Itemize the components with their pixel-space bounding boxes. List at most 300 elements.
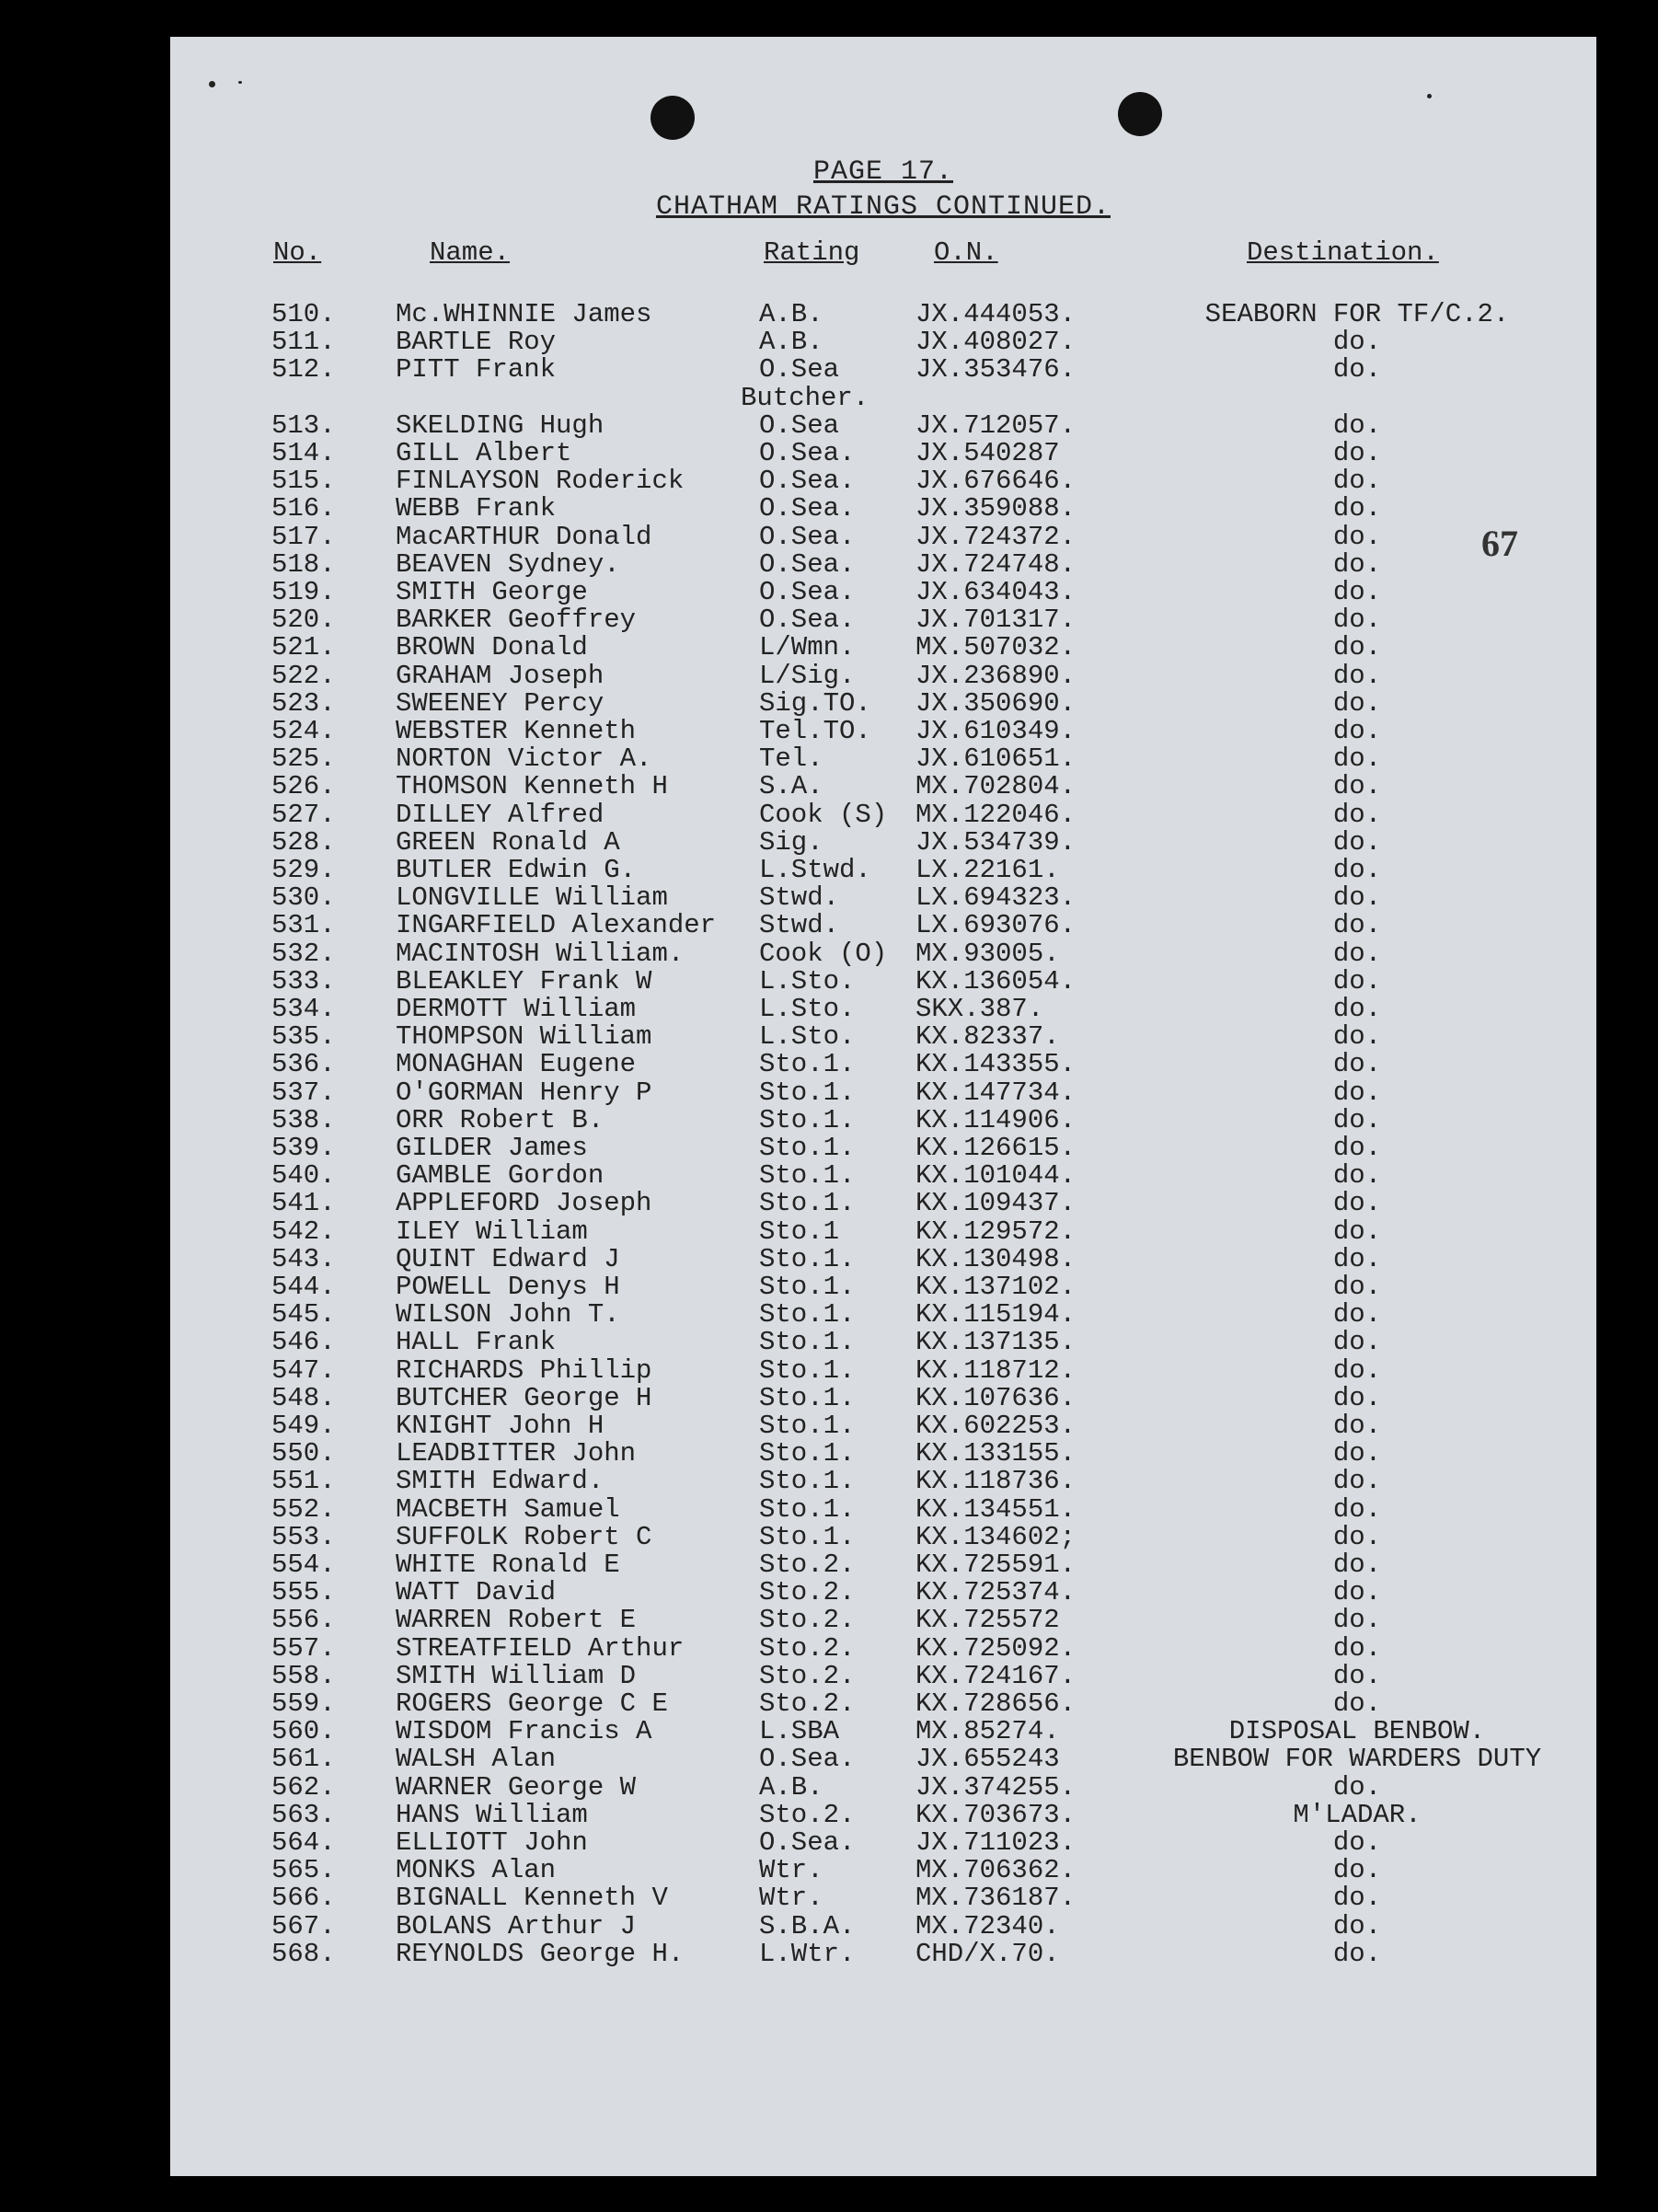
destination: do.	[1332, 1632, 1382, 1664]
table-row	[170, 1215, 1596, 1247]
row-number: 533.	[271, 965, 336, 997]
table-row	[170, 1577, 1596, 1608]
rating-name: LONGVILLE William	[396, 882, 668, 914]
official-number: KX.137102.	[915, 1272, 1077, 1302]
official-number: KX.137135.	[915, 1327, 1077, 1358]
destination: do.	[1332, 882, 1382, 914]
table-row	[170, 521, 1596, 552]
row-number: 554.	[271, 1550, 336, 1580]
destination: do.	[1332, 1354, 1382, 1386]
rating-grade: O.Sea.	[759, 577, 856, 607]
rating-name: SWEENEY Percy	[396, 687, 604, 719]
rating-name: MACBETH Samuel	[396, 1493, 620, 1525]
table-row	[170, 1411, 1596, 1441]
table-row	[170, 687, 1596, 719]
punch-hole	[1118, 92, 1162, 136]
official-number: KX.133155.	[915, 1438, 1077, 1469]
destination: do.	[1332, 771, 1382, 802]
destination: do.	[1332, 438, 1382, 468]
row-number: 514.	[271, 438, 336, 468]
destination: do.	[1332, 1327, 1382, 1358]
row-number: 519.	[271, 577, 336, 607]
official-number: KX.130498.	[915, 1243, 1077, 1274]
official-number: KX.725572	[915, 1605, 1060, 1636]
rating-grade: Sto.1.	[759, 1077, 856, 1108]
row-number: 510.	[271, 299, 336, 329]
row-number: 557.	[271, 1632, 336, 1664]
official-number: JX.610349.	[915, 716, 1077, 746]
rating-name: LEADBITTER John	[396, 1438, 637, 1469]
rating-grade: L.SBA	[759, 1716, 840, 1747]
row-number: 534.	[271, 994, 336, 1024]
rating-grade: L.Sto.	[759, 965, 856, 997]
destination: do.	[1332, 687, 1382, 719]
rating-name: WHITE Ronald E	[396, 1550, 620, 1580]
official-number: JX.359088.	[915, 493, 1077, 524]
table-row	[170, 1827, 1596, 1858]
row-number: 553.	[271, 1521, 336, 1552]
table-row	[170, 1716, 1596, 1747]
rating-grade: Sto.1.	[759, 1521, 856, 1552]
table-row	[170, 1911, 1596, 1939]
ink-speck	[1427, 94, 1432, 98]
row-number: 539.	[271, 1133, 336, 1163]
official-number: KX.728656.	[915, 1688, 1077, 1719]
rating-name: WATT David	[396, 1577, 557, 1608]
rating-name: GAMBLE Gordon	[396, 1160, 604, 1192]
rating-name: WEBSTER Kenneth	[396, 716, 637, 746]
destination: do.	[1332, 1243, 1382, 1274]
table-row	[170, 1160, 1596, 1192]
rating-name: BUTCHER George H	[396, 1382, 652, 1413]
destination: do.	[1332, 521, 1382, 552]
rating-name: SMITH William D	[396, 1660, 637, 1691]
official-number: KX.136054.	[915, 965, 1077, 997]
destination: do.	[1332, 1550, 1382, 1580]
rating-grade: Sto.2.	[759, 1688, 856, 1719]
rating-grade: Sto.2.	[759, 1605, 856, 1636]
official-number: JX.610651.	[915, 743, 1077, 775]
ink-speck	[238, 81, 242, 84]
table-row	[170, 1660, 1596, 1691]
table-row	[170, 1188, 1596, 1219]
row-number: 512.	[271, 354, 336, 386]
rating-grade: Sto.1.	[759, 1272, 856, 1302]
rating-grade: Wtr.	[759, 1883, 823, 1914]
row-number: 558.	[271, 1660, 336, 1691]
table-row	[170, 438, 1596, 466]
rating-grade: O.Sea.	[759, 548, 856, 580]
rating-grade: O.Sea.	[759, 493, 856, 524]
destination: do.	[1332, 1411, 1382, 1441]
table-row	[170, 660, 1596, 691]
row-number: 552.	[271, 1493, 336, 1525]
destination: do.	[1332, 1910, 1382, 1941]
official-number: KX.118712.	[915, 1354, 1077, 1386]
row-number: 544.	[271, 1272, 336, 1302]
row-number: 524.	[271, 716, 336, 746]
row-number: 532.	[271, 938, 336, 969]
rating-name: BROWN Donald	[396, 632, 588, 663]
destination: M'LADAR.	[1293, 1799, 1422, 1830]
rating-grade: Sto.1.	[759, 1049, 856, 1080]
official-number: KX.134551.	[915, 1493, 1077, 1525]
destination: do.	[1332, 1688, 1382, 1719]
row-number: 521.	[271, 632, 336, 663]
rating-grade: L.Sto.	[759, 1021, 856, 1053]
rating-name: POWELL Denys H	[396, 1272, 620, 1302]
destination: do.	[1332, 799, 1382, 830]
row-number: 522.	[271, 660, 336, 691]
destination: do.	[1332, 910, 1382, 941]
row-number: 555.	[271, 1577, 336, 1608]
rating-name: REYNOLDS George H.	[396, 1938, 685, 1969]
column-header-destination: Destination.	[1247, 237, 1439, 268]
rating-name: THOMPSON William	[396, 1021, 652, 1053]
column-header-rating: Rating	[764, 237, 860, 268]
table-row	[170, 716, 1596, 746]
margin-folio-number: 67	[1481, 523, 1518, 564]
destination: do.	[1332, 994, 1382, 1024]
table-row	[170, 548, 1596, 580]
rating-name: GILDER James	[396, 1133, 588, 1163]
rating-grade: L.Sto.	[759, 994, 856, 1024]
table-row	[170, 1883, 1596, 1914]
destination: do.	[1332, 826, 1382, 858]
document-title: CHATHAM RATINGS CONTINUED.	[655, 191, 1111, 223]
rating-grade: O.Sea	[759, 409, 840, 441]
table-row	[170, 632, 1596, 663]
rating-grade: Sto.1.	[759, 1243, 856, 1274]
rating-name: MONAGHAN Eugene	[396, 1049, 637, 1080]
row-number: 546.	[271, 1327, 336, 1358]
row-number: 567.	[271, 1910, 336, 1941]
destination: do.	[1332, 605, 1382, 636]
rating-grade: O.Sea.	[759, 1744, 856, 1775]
rating-grade: Sto.1.	[759, 1188, 856, 1219]
rating-name: BEAVEN Sydney.	[396, 548, 620, 580]
rating-name: BARKER Geoffrey	[396, 605, 637, 636]
rating-grade: A.B.	[759, 299, 823, 329]
destination: DISPOSAL BENBOW.	[1228, 1716, 1486, 1747]
rating-name: WALSH Alan	[396, 1744, 557, 1775]
official-number: KX.134602;	[915, 1521, 1077, 1552]
rating-grade: O.Sea	[759, 354, 840, 386]
rating-name: BLEAKLEY Frank W	[396, 965, 652, 997]
official-number: KX.115194.	[915, 1299, 1077, 1331]
rating-grade: S.A.	[759, 771, 823, 802]
row-number: 565.	[271, 1855, 336, 1886]
rating-grade: Sto.2.	[759, 1577, 856, 1608]
table-row	[170, 826, 1596, 858]
rating-grade: Sto.1.	[759, 1160, 856, 1192]
rating-grade: A.B.	[759, 327, 823, 358]
official-number: MX.706362.	[915, 1855, 1077, 1886]
row-number: 526.	[271, 771, 336, 802]
rating-name: QUINT Edward J	[396, 1243, 620, 1274]
row-number: 517.	[271, 521, 336, 552]
official-number: KX.725092.	[915, 1632, 1077, 1664]
rating-grade: Stwd.	[759, 882, 840, 914]
destination: do.	[1332, 716, 1382, 746]
rating-grade: Tel.TO.	[759, 716, 871, 746]
table-row	[170, 771, 1596, 802]
rating-name: APPLEFORD Joseph	[396, 1188, 652, 1219]
official-number: CHD/X.70.	[915, 1938, 1060, 1969]
row-number: 560.	[271, 1716, 336, 1747]
destination: do.	[1332, 1660, 1382, 1691]
official-number: JX.655243	[915, 1744, 1060, 1775]
official-number: MX.507032.	[915, 632, 1077, 663]
rating-grade: Wtr.	[759, 1855, 823, 1886]
row-number: 547.	[271, 1354, 336, 1386]
rating-name: WARNER George W	[396, 1771, 637, 1803]
official-number: KX.126615.	[915, 1133, 1077, 1163]
rating-grade: L.Wtr.	[759, 1938, 856, 1969]
table-row	[170, 1771, 1596, 1803]
official-number: KX.118736.	[915, 1466, 1077, 1497]
row-number: 527.	[271, 799, 336, 830]
table-row	[170, 1855, 1596, 1886]
destination: do.	[1332, 1021, 1382, 1053]
row-number: 520.	[271, 605, 336, 636]
table-row	[170, 327, 1596, 358]
rating-grade: L/Sig.	[759, 660, 856, 691]
rating-name: Mc.WHINNIE James	[396, 299, 652, 329]
rating-continuation: Butcher.	[741, 382, 869, 413]
table-row	[170, 965, 1596, 997]
row-number: 516.	[271, 493, 336, 524]
rating-name: WISDOM Francis A	[396, 1716, 652, 1747]
rating-grade: Sto.1.	[759, 1327, 856, 1358]
row-number: 550.	[271, 1438, 336, 1469]
row-number: 551.	[271, 1466, 336, 1497]
table-row	[170, 1049, 1596, 1080]
official-number: MX.72340.	[915, 1910, 1060, 1941]
destination: do.	[1332, 660, 1382, 691]
rating-name: PITT Frank	[396, 354, 557, 386]
table-row	[170, 799, 1596, 830]
destination: do.	[1332, 1438, 1382, 1469]
rating-grade: Sto.1.	[759, 1354, 856, 1386]
official-number: KX.602253.	[915, 1411, 1077, 1441]
rating-name: ROGERS George C E	[396, 1688, 668, 1719]
destination: do.	[1332, 548, 1382, 580]
table-row	[170, 1354, 1596, 1386]
row-number: 528.	[271, 826, 336, 858]
table-row	[170, 299, 1596, 327]
official-number: LX.693076.	[915, 910, 1077, 941]
row-number: 566.	[271, 1883, 336, 1914]
row-number: 548.	[271, 1382, 336, 1413]
table-row	[170, 910, 1596, 941]
rating-name: ELLIOTT John	[396, 1827, 588, 1858]
table-row	[170, 882, 1596, 914]
table-row	[170, 1299, 1596, 1331]
table-row	[170, 466, 1596, 497]
official-number: JX.374255.	[915, 1771, 1077, 1803]
ink-speck	[209, 81, 215, 87]
destination: do.	[1332, 1104, 1382, 1135]
official-number: KX.109437.	[915, 1188, 1077, 1219]
column-header-no: No.	[273, 237, 322, 268]
official-number: MX.85274.	[915, 1716, 1060, 1747]
rating-grade: O.Sea.	[759, 1827, 856, 1858]
rating-name: HALL Frank	[396, 1327, 557, 1358]
official-number: JX.444053.	[915, 299, 1077, 329]
rating-name: DILLEY Alfred	[396, 799, 604, 830]
row-number: 511.	[271, 327, 336, 358]
official-number: JX.724748.	[915, 548, 1077, 580]
rating-grade: A.B.	[759, 1771, 823, 1803]
rating-name: FINLAYSON Roderick	[396, 466, 685, 497]
official-number: JX.712057.	[915, 409, 1077, 441]
row-number: 559.	[271, 1688, 336, 1719]
row-number: 530.	[271, 882, 336, 914]
rating-grade: Sig.TO.	[759, 687, 871, 719]
table-row	[170, 577, 1596, 605]
destination: do.	[1332, 1577, 1382, 1608]
rating-name: MacARTHUR Donald	[396, 521, 652, 552]
row-number: 561.	[271, 1744, 336, 1775]
document-page	[170, 37, 1596, 2176]
table-row	[170, 1799, 1596, 1830]
rating-name: SMITH Edward.	[396, 1466, 604, 1497]
official-number: JX.676646.	[915, 466, 1077, 497]
destination: do.	[1332, 577, 1382, 607]
official-number: JX.408027.	[915, 327, 1077, 358]
row-number: 556.	[271, 1605, 336, 1636]
table-row	[170, 1077, 1596, 1108]
rating-name: BIGNALL Kenneth V	[396, 1883, 668, 1914]
rating-name: O'GORMAN Henry P	[396, 1077, 652, 1108]
rating-name: BOLANS Arthur J	[396, 1910, 637, 1941]
destination: SEABORN FOR TF/C.2.	[1204, 299, 1510, 329]
rating-grade: L/Wmn.	[759, 632, 856, 663]
destination: do.	[1332, 466, 1382, 497]
official-number: KX.114906.	[915, 1104, 1077, 1135]
destination: do.	[1332, 1272, 1382, 1302]
destination: do.	[1332, 1077, 1382, 1108]
row-number: 564.	[271, 1827, 336, 1858]
destination: do.	[1332, 1938, 1382, 1969]
destination: do.	[1332, 1605, 1382, 1636]
rating-grade: Sto.1	[759, 1215, 840, 1247]
rating-name: HANS William	[396, 1799, 588, 1830]
official-number: JX.540287	[915, 438, 1060, 468]
table-row	[170, 1688, 1596, 1719]
destination: do.	[1332, 1493, 1382, 1525]
official-number: KX.724167.	[915, 1660, 1077, 1691]
destination: do.	[1332, 938, 1382, 969]
rating-name: BUTLER Edwin G.	[396, 855, 637, 885]
rating-grade: O.Sea.	[759, 438, 856, 468]
official-number: JX.701317.	[915, 605, 1077, 636]
destination: do.	[1332, 327, 1382, 358]
rating-grade: Sto.2.	[759, 1632, 856, 1664]
destination: do.	[1332, 743, 1382, 775]
destination: do.	[1332, 1160, 1382, 1192]
row-number: 541.	[271, 1188, 336, 1219]
destination: do.	[1332, 409, 1382, 441]
rating-name: SMITH George	[396, 577, 588, 607]
rating-grade: Cook (O)	[759, 938, 888, 969]
rating-grade: Sto.1.	[759, 1466, 856, 1497]
official-number: KX.725374.	[915, 1577, 1077, 1608]
table-row	[170, 1550, 1596, 1580]
table-row	[170, 1021, 1596, 1053]
official-number: KX.725591.	[915, 1550, 1077, 1580]
rating-name: DERMOTT William	[396, 994, 637, 1024]
destination: do.	[1332, 965, 1382, 997]
official-number: MX.702804.	[915, 771, 1077, 802]
rating-grade: Sig.	[759, 826, 823, 858]
destination: do.	[1332, 1855, 1382, 1886]
destination: do.	[1332, 1299, 1382, 1331]
row-number: 515.	[271, 466, 336, 497]
row-number: 536.	[271, 1049, 336, 1080]
row-number: 563.	[271, 1799, 336, 1830]
rating-name: STREATFIELD Arthur	[396, 1632, 685, 1664]
destination: do.	[1332, 493, 1382, 524]
table-row	[170, 354, 1596, 386]
table-row	[170, 1493, 1596, 1525]
official-number: JX.724372.	[915, 521, 1077, 552]
table-row	[170, 1605, 1596, 1636]
table-row	[170, 1632, 1596, 1664]
official-number: KX.82337.	[915, 1021, 1060, 1053]
row-number: 537.	[271, 1077, 336, 1108]
official-number: MX.736187.	[915, 1883, 1077, 1914]
official-number: KX.147734.	[915, 1077, 1077, 1108]
table-row	[170, 1327, 1596, 1358]
table-row	[170, 743, 1596, 775]
column-header-name: Name.	[430, 237, 511, 268]
rating-grade: O.Sea.	[759, 521, 856, 552]
row-number: 531.	[271, 910, 336, 941]
table-row	[170, 1383, 1596, 1411]
official-number: KX.101044.	[915, 1160, 1077, 1192]
destination: do.	[1332, 1883, 1382, 1914]
official-number: KX.143355.	[915, 1049, 1077, 1080]
table-row	[170, 1744, 1596, 1775]
destination: BENBOW FOR WARDERS DUTY	[1172, 1744, 1542, 1775]
table-row	[170, 493, 1596, 524]
rating-grade: Tel.	[759, 743, 823, 775]
official-number: MX.122046.	[915, 799, 1077, 830]
official-number: JX.634043.	[915, 577, 1077, 607]
rating-name: WEBB Frank	[396, 493, 557, 524]
rating-name: MONKS Alan	[396, 1855, 557, 1886]
rating-grade: S.B.A.	[759, 1910, 856, 1941]
official-number: KX.107636.	[915, 1382, 1077, 1413]
row-number: 518.	[271, 548, 336, 580]
destination: do.	[1332, 1521, 1382, 1552]
official-number: MX.93005.	[915, 938, 1060, 969]
table-row	[170, 1244, 1596, 1272]
page-heading: PAGE 17.	[812, 156, 954, 188]
rating-grade: Stwd.	[759, 910, 840, 941]
rating-name: KNIGHT John H	[396, 1411, 604, 1441]
official-number: KX.129572.	[915, 1215, 1077, 1247]
rating-grade: Sto.2.	[759, 1660, 856, 1691]
official-number: LX.694323.	[915, 882, 1077, 914]
official-number: KX.703673.	[915, 1799, 1077, 1830]
row-number: 535.	[271, 1021, 336, 1053]
table-row	[170, 1105, 1596, 1133]
destination: do.	[1332, 1215, 1382, 1247]
official-number: LX.22161.	[915, 855, 1060, 885]
